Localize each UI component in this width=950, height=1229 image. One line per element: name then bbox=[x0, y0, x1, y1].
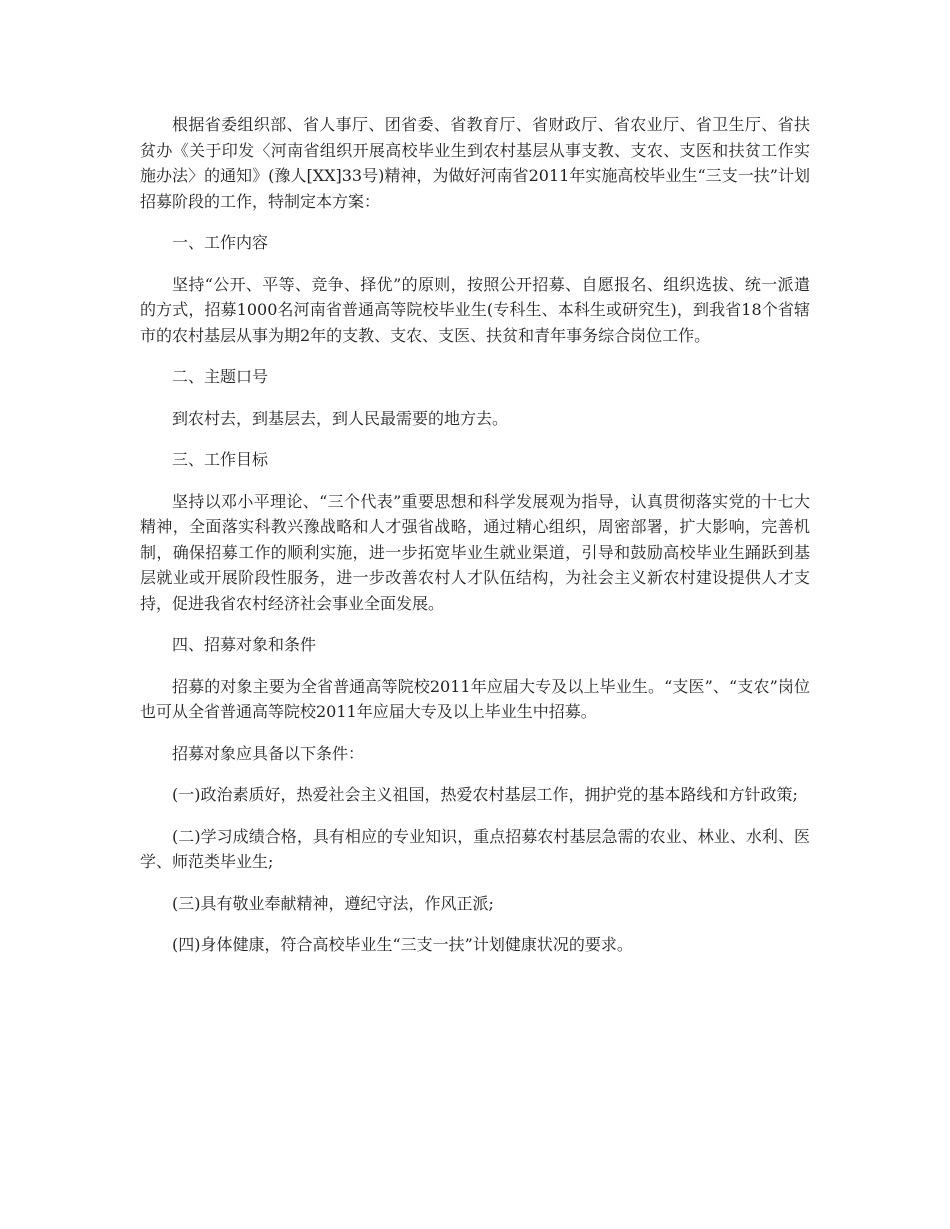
goals-paragraph: 坚持以邓小平理论、“三个代表”重要思想和科学发展观为指导，认真贯彻落实党的十七大精神，全面落实科教兴豫战略和人才强省战略，通过精心组织，周密部署，扩大影响，完善机制，确保招募工作的顺利实施，进一步拓宽毕业生就业渠道，引导和鼓励高校毕业生踊跃到基层就业或开展阶段性服务，进一步改善农村人才队伍结构，为社会主义新农村建设提供人才支持，促进我省农村经济社会事业全面发展。 bbox=[140, 491, 810, 613]
work-content-paragraph: 坚持“公开、平等、竞争、择优”的原则，按照公开招募、自愿报名、组织选拔、统一派遣的方式，招募1000名河南省普通高等院校毕业生(专科生、本科生或研究生)，到我省18个省辖市的农村基层从事为期2年的支教、支农、支医、扶贫和青年事务综合岗位工作。 bbox=[140, 274, 810, 345]
section-heading-goals: 三、工作目标 bbox=[172, 450, 269, 469]
condition-item-4: (四)身体健康，符合高校毕业生“三支一扶”计划健康状况的要求。 bbox=[172, 935, 633, 954]
condition-item-1: (一)政治素质好，热爱社会主义祖国，热爱农村基层工作，拥护党的基本路线和方针政策; bbox=[172, 785, 798, 804]
document-body bbox=[140, 112, 810, 974]
section-heading-slogan: 二、主题口号 bbox=[172, 367, 269, 386]
slogan-paragraph: 到农村去，到基层去，到人民最需要的地方去。 bbox=[172, 408, 509, 428]
intro-paragraph: 根据省委组织部、省人事厅、团省委、省教育厅、省财政厅、省农业厅、省卫生厅、省扶贫办《关于印发〈河南省组织开展高校毕业生到农村基层从事支教、支农、支医和扶贫工作实施办法〉的通知》(豫人[XX]33号)精神，为做好河南省2011年实施高校毕业生“三支一扶”计划招募阶段的工作，特制定本方案： bbox=[140, 115, 810, 211]
conditions-intro-paragraph: 招募对象应具备以下条件： bbox=[172, 743, 365, 763]
recruitment-target-paragraph: 招募的对象主要为全省普通高等院校2011年应届大专及以上毕业生。“支医”、“支农”岗位也可从全省普通高等院校2011年应届大专及以上毕业生中招募。 bbox=[140, 676, 810, 721]
section-heading-work-content: 一、工作内容 bbox=[172, 233, 269, 252]
condition-item-2: (二)学习成绩合格，具有相应的专业知识，重点招募农村基层急需的农业、林业、水利、医学、师范类毕业生; bbox=[140, 826, 810, 871]
section-heading-recruitment: 四、招募对象和条件 bbox=[172, 635, 317, 654]
condition-item-3: (三)具有敬业奉献精神，遵纪守法，作风正派; bbox=[172, 893, 494, 913]
